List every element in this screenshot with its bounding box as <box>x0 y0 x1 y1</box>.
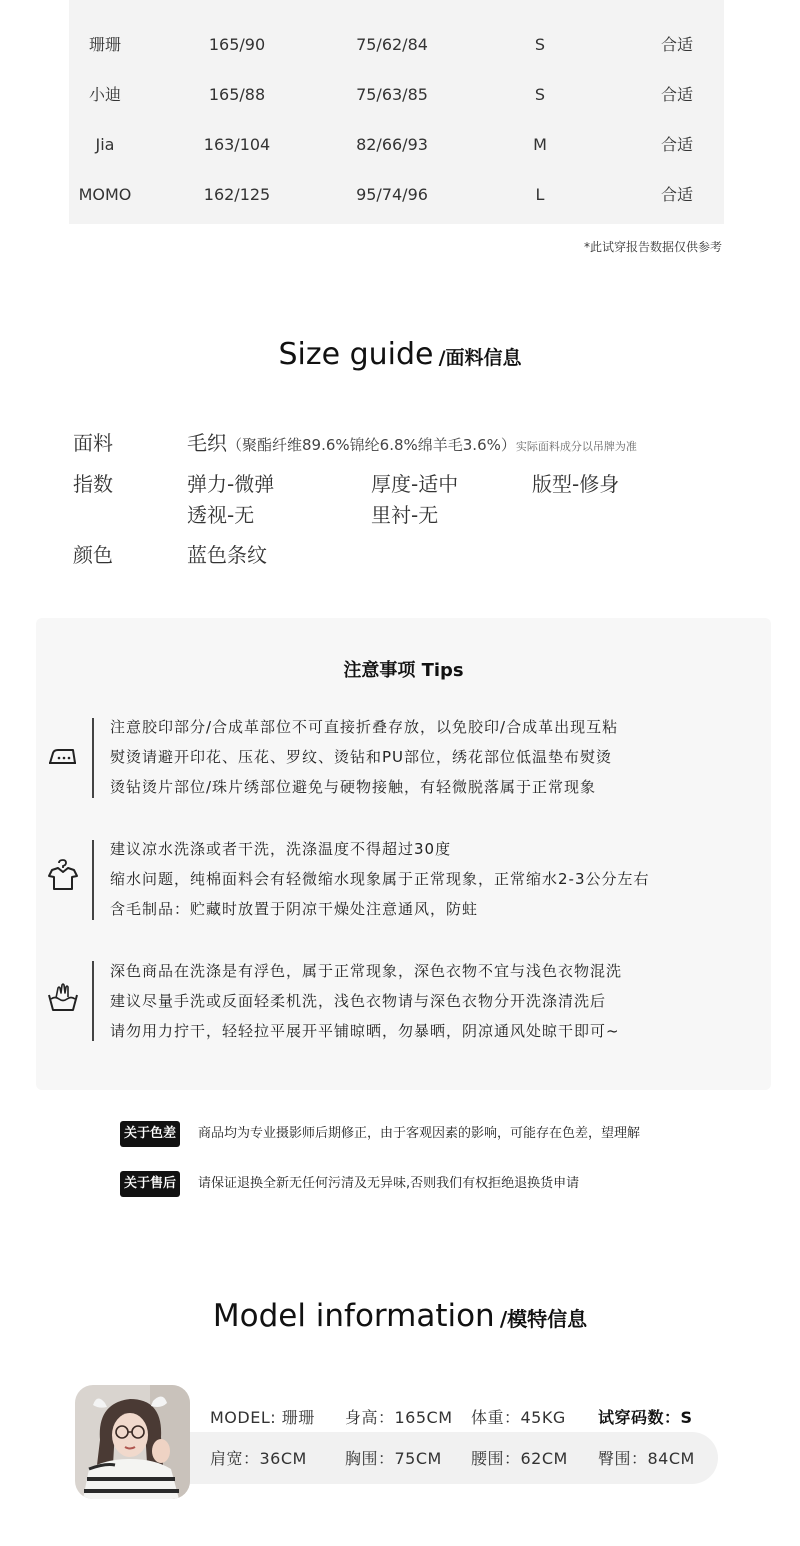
fabric-composition: （聚酯纤维89.6%锦纶6.8%绵羊毛3.6%） <box>227 436 516 454</box>
tip-divider <box>92 718 94 798</box>
tips-card <box>36 618 771 1090</box>
cell-measurements: 95/74/96 <box>356 185 428 204</box>
index-item: 里衬-无 <box>371 503 439 527</box>
index-item: 弹力-微弹 <box>187 472 275 496</box>
tip-line: 注意胶印部分/合成革部位不可直接折叠存放，以免胶印/合成革出现互粘 <box>110 718 619 736</box>
model-size: 试穿码数：S <box>598 1408 693 1427</box>
fit-table <box>69 0 724 224</box>
tip-line: 熨烫请避开印花、压花、罗纹、烫钻和PU部位，绣花部位低温垫布熨烫 <box>110 748 613 766</box>
tip-line: 深色商品在洗涤是有浮色，属于正常现象，深色衣物不宜与浅色衣物混洗 <box>110 962 623 980</box>
model-height: 身高：165CM <box>345 1408 453 1427</box>
size-guide-title-en: Size guide <box>278 337 434 372</box>
index-item: 版型-修身 <box>532 472 620 496</box>
cell-size: S <box>534 85 546 104</box>
shirt-hanger-icon <box>46 858 80 892</box>
cell-name: MOMO <box>78 185 132 204</box>
tip-line: 建议凉水洗涤或者干洗，洗涤温度不得超过30度 <box>110 840 452 858</box>
fabric-note: 实际面料成分以吊牌为准 <box>515 440 637 453</box>
model-info-title <box>0 1298 800 1334</box>
model-photo <box>75 1385 190 1499</box>
model-bust: 胸围：75CM <box>345 1449 442 1468</box>
tip-line: 缩水问题，纯棉面料会有轻微缩水现象属于正常现象，正常缩水2-3公分左右 <box>110 870 650 888</box>
fabric-value <box>187 427 637 456</box>
notice-text: 商品均为专业摄影师后期修正，由于客观因素的影响，可能存在色差，望理解 <box>198 1126 641 1141</box>
index-label: 指数 <box>73 472 113 496</box>
tip-line: 请勿用力拧干，轻轻拉平展开平铺晾晒，勿暴晒，阴凉通风处晾干即可~ <box>110 1022 620 1040</box>
table-row <box>69 80 724 110</box>
model-info-title-en: Model information <box>212 1298 495 1334</box>
hand-wash-icon <box>46 980 80 1014</box>
cell-height-weight: 163/104 <box>203 135 271 154</box>
table-row <box>69 30 724 60</box>
model-name: MODEL: 珊珊 <box>210 1408 315 1427</box>
cell-height-weight: 165/88 <box>208 85 266 104</box>
cell-height-weight: 162/125 <box>203 185 271 204</box>
table-disclaimer: *此试穿报告数据仅供参考 <box>583 240 722 254</box>
notice-text: 请保证退换全新无任何污清及无异味,否则我们有权拒绝退换货申请 <box>198 1176 580 1191</box>
tip-line: 建议尽量手洗或反面轻柔机洗，浅色衣物请与深色衣物分开洗涤清洗后 <box>110 992 607 1010</box>
fabric-label: 面料 <box>73 431 113 455</box>
fabric-main: 毛织 <box>187 431 227 455</box>
cell-measurements: 75/62/84 <box>356 35 428 54</box>
cell-size: M <box>533 135 547 154</box>
index-item: 厚度-适中 <box>371 472 459 496</box>
cell-fit: 合适 <box>660 85 693 104</box>
tip-line: 含毛制品：贮藏时放置于阴凉干燥处注意通风，防蛀 <box>110 900 479 918</box>
model-shoulder: 肩宽：36CM <box>210 1449 307 1468</box>
index-item: 透视-无 <box>187 503 255 527</box>
cell-height-weight: 165/90 <box>208 35 266 54</box>
cell-fit: 合适 <box>660 185 693 204</box>
cell-size: L <box>535 185 545 204</box>
tip-line: 烫钻烫片部位/珠片绣部位避免与硬物接触，有轻微脱落属于正常现象 <box>110 778 597 796</box>
notice-badge: 关于色差 <box>120 1121 180 1147</box>
color-value: 蓝色条纹 <box>187 543 267 567</box>
table-row <box>69 180 724 210</box>
model-info-title-cn: /模特信息 <box>499 1307 588 1331</box>
model-hip: 臀围：84CM <box>598 1449 695 1468</box>
tip-divider <box>92 840 94 920</box>
tip-divider <box>92 961 94 1041</box>
cell-size: S <box>534 35 546 54</box>
cell-fit: 合适 <box>660 35 693 54</box>
color-label: 颜色 <box>73 543 113 567</box>
table-row <box>69 130 724 160</box>
size-guide-title <box>0 337 800 372</box>
model-weight: 体重：45KG <box>471 1408 566 1427</box>
cell-name: 小迪 <box>88 85 121 104</box>
cell-name: 珊珊 <box>88 35 121 54</box>
iron-icon <box>46 739 80 773</box>
cell-measurements: 82/66/93 <box>356 135 428 154</box>
cell-name: Jia <box>95 135 115 154</box>
size-guide-title-cn: /面料信息 <box>438 347 522 369</box>
cell-fit: 合适 <box>660 135 693 154</box>
notice-badge: 关于售后 <box>120 1171 180 1197</box>
tips-title: 注意事项 Tips <box>343 660 464 681</box>
cell-measurements: 75/63/85 <box>356 85 428 104</box>
model-waist: 腰围：62CM <box>471 1449 568 1468</box>
